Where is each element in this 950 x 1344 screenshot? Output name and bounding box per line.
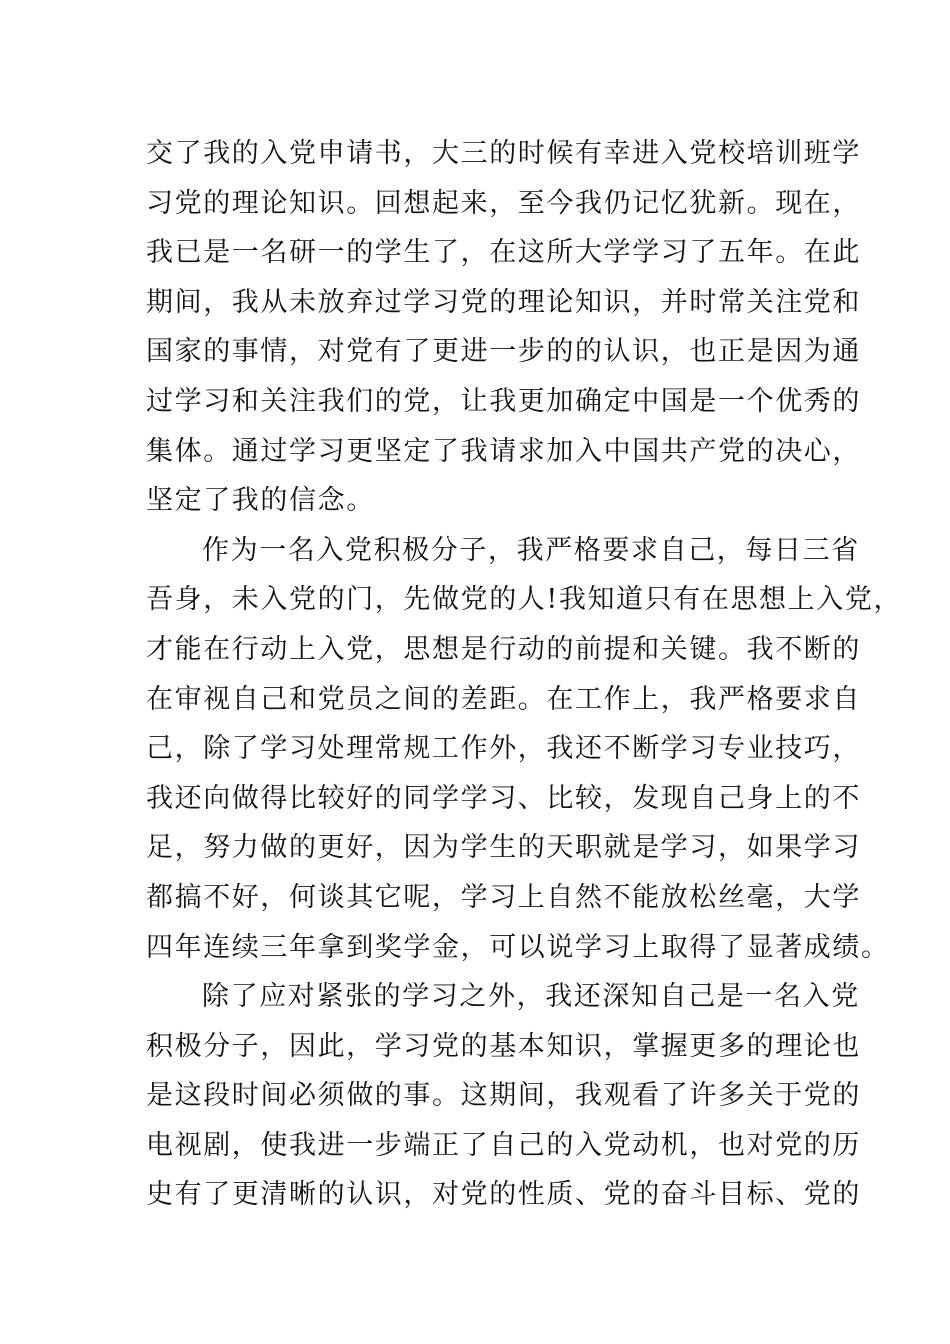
text-line: 集体。通过学习更坚定了我请求加入中国共产党的决心， [146,435,861,467]
text-line: 我已是一名研一的学生了，在这所大学学习了五年。在此 [146,237,861,269]
text-line: 吾身，未入党的门，先做党的人!我知道只有在思想上入党， [146,584,903,616]
text-line: 四年连续三年拿到奖学金，可以说学习上取得了显著成绩。 [146,931,890,963]
text-line: 习党的理论知识。回想起来，至今我仍记忆犹新。现在， [146,187,861,219]
text-line: 足，努力做的更好，因为学生的天职就是学习，如果学习 [146,832,861,864]
text-line: 积极分子，因此，学习党的基本知识，掌握更多的理论也 [146,1030,861,1062]
paragraph-first-line: 除了应对紧张的学习之外，我还深知自己是一名入党 [202,981,860,1013]
text-line: 坚定了我的信念。 [146,485,375,517]
text-line: 己，除了学习处理常规工作外，我还不断学习专业技巧， [146,733,861,765]
text-line: 都搞不好，何谈其它呢，学习上自然不能放松丝毫，大学 [146,881,861,913]
paragraph-first-line: 作为一名入党积极分子，我严格要求自己，每日三省 [202,534,860,566]
text-line: 在审视自己和党员之间的差距。在工作上，我严格要求自 [146,683,861,715]
text-line: 期间，我从未放弃过学习党的理论知识，并时常关注党和 [146,286,861,318]
text-line: 才能在行动上入党，思想是行动的前提和关键。我不断的 [146,633,861,665]
text-line: 是这段时间必须做的事。这期间，我观看了许多关于党的 [146,1080,861,1112]
text-line: 国家的事情，对党有了更进一步的的认识，也正是因为通 [146,336,861,368]
text-line: 过学习和关注我们的党，让我更加确定中国是一个优秀的 [146,385,861,417]
document-body [146,129,903,1220]
text-line: 电视剧，使我进一步端正了自己的入党动机，也对党的历 [146,1129,861,1161]
text-line: 我还向做得比较好的同学学习、比较，发现自己身上的不 [146,782,861,814]
text-line: 史有了更清晰的认识，对党的性质、党的奋斗目标、党的 [146,1179,861,1211]
text-line: 交了我的入党申请书，大三的时候有幸进入党校培训班学 [146,138,861,169]
